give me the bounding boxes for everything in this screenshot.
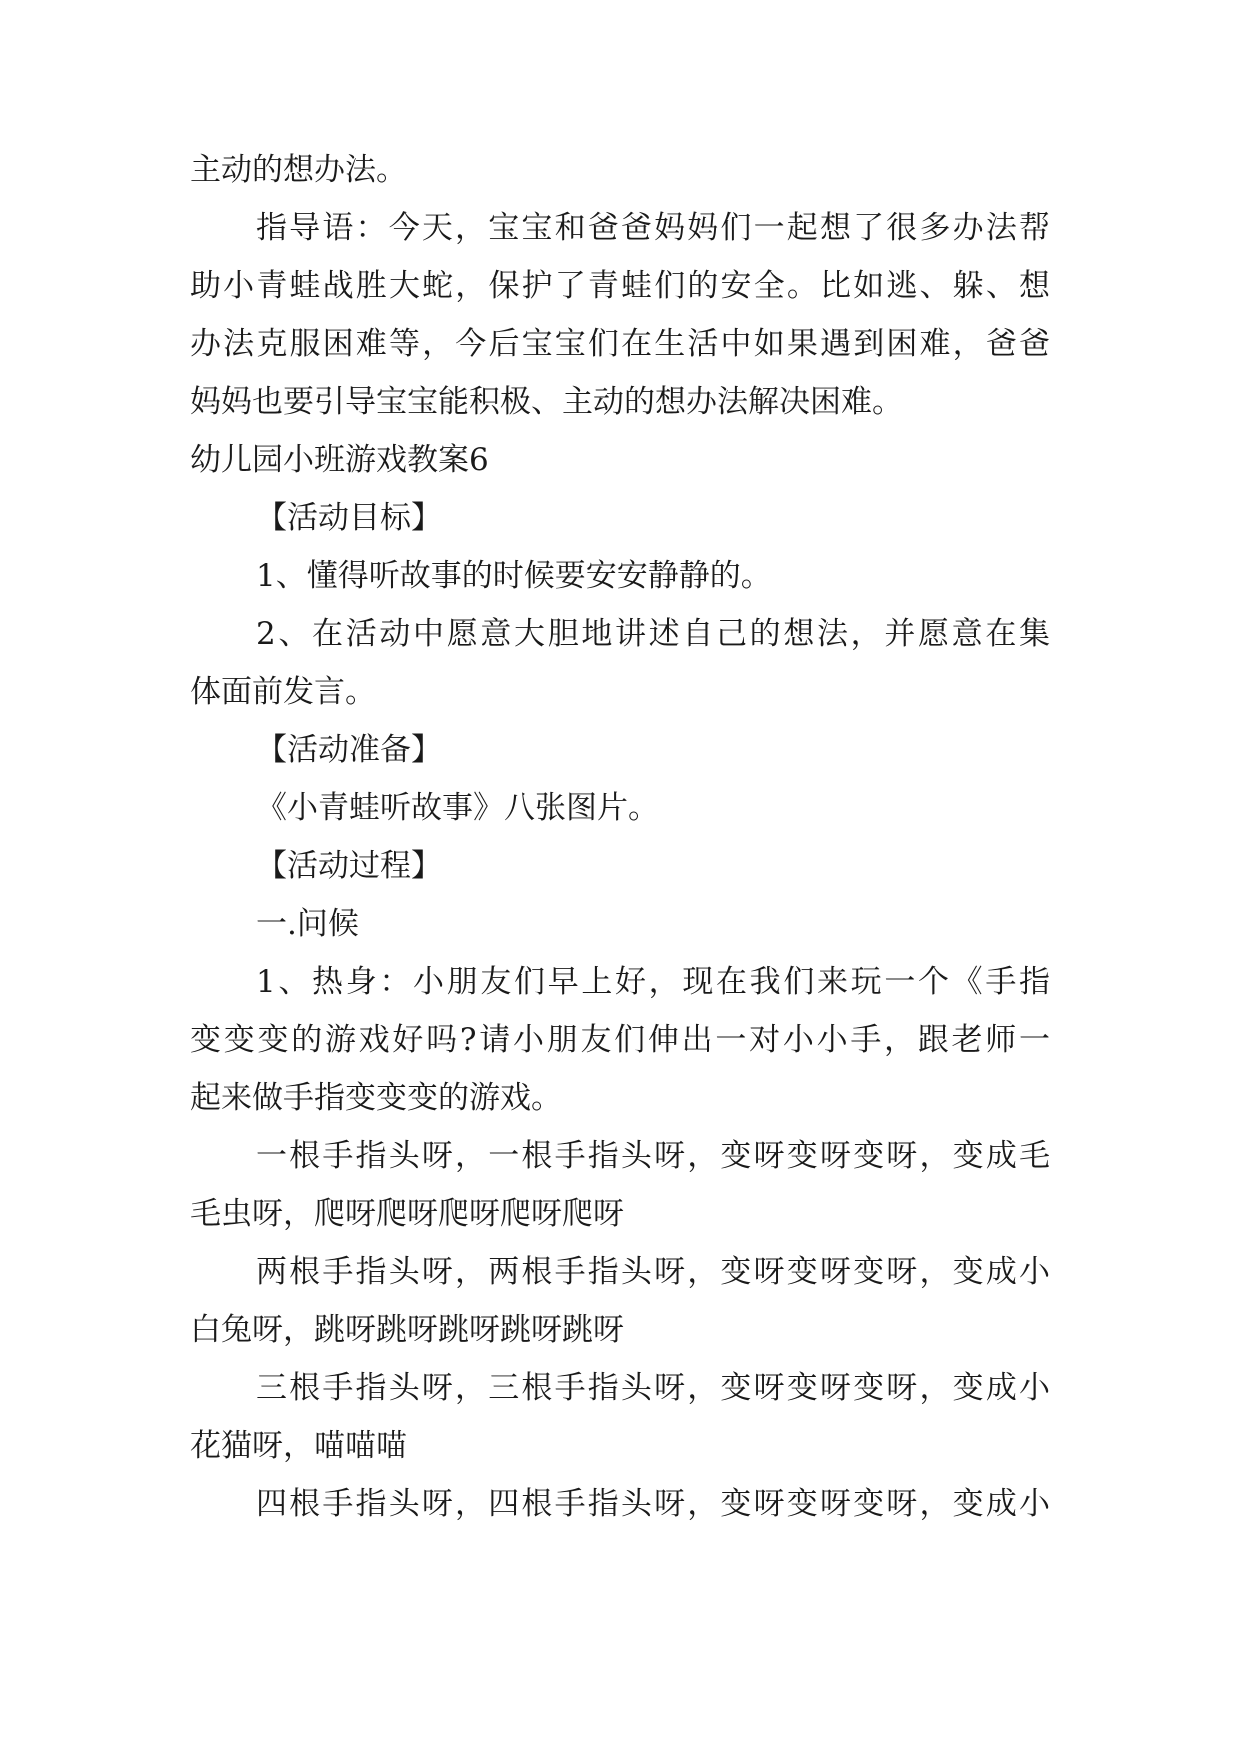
text-line: 2、在活动中愿意大胆地讲述自己的想法，并愿意在集 bbox=[256, 616, 1050, 652]
text-line: 起来做手指变变变的游戏。 bbox=[190, 1080, 562, 1116]
text-line: 助小青蛙战胜大蛇，保护了青蛙们的安全。比如逃、躲、想 bbox=[190, 268, 1050, 304]
text-line: 《小青蛙听故事》八张图片。 bbox=[256, 790, 659, 826]
text-line: 妈妈也要引导宝宝能积极、主动的想办法解决困难。 bbox=[190, 384, 903, 420]
text-line: 主动的想办法。 bbox=[190, 152, 407, 188]
text-line: 三根手指头呀，三根手指头呀，变呀变呀变呀，变成小 bbox=[256, 1370, 1050, 1406]
section-heading: 幼儿园小班游戏教案6 bbox=[190, 442, 489, 478]
text-line: 体面前发言。 bbox=[190, 674, 376, 710]
subheading: 【活动目标】 bbox=[256, 500, 442, 536]
text-line: 1、懂得听故事的时候要安安静静的。 bbox=[256, 558, 772, 594]
subheading: 【活动准备】 bbox=[256, 732, 442, 768]
text-line: 变变变的游戏好吗?请小朋友们伸出一对小小手，跟老师一 bbox=[190, 1022, 1050, 1058]
text-line: 两根手指头呀，两根手指头呀，变呀变呀变呀，变成小 bbox=[256, 1254, 1050, 1290]
text-line: 办法克服困难等，今后宝宝们在生活中如果遇到困难，爸爸 bbox=[190, 326, 1050, 362]
text-line: 一.问候 bbox=[256, 906, 359, 942]
subheading: 【活动过程】 bbox=[256, 848, 442, 884]
text-line: 1、热身：小朋友们早上好，现在我们来玩一个《手指 bbox=[256, 964, 1050, 1000]
text-line: 一根手指头呀，一根手指头呀，变呀变呀变呀，变成毛 bbox=[256, 1138, 1050, 1174]
text-line: 毛虫呀，爬呀爬呀爬呀爬呀爬呀 bbox=[190, 1196, 624, 1232]
text-line: 四根手指头呀，四根手指头呀，变呀变呀变呀，变成小 bbox=[256, 1486, 1050, 1522]
text-line: 指导语：今天，宝宝和爸爸妈妈们一起想了很多办法帮 bbox=[256, 210, 1050, 246]
text-line: 白兔呀，跳呀跳呀跳呀跳呀跳呀 bbox=[190, 1312, 624, 1348]
text-line: 花猫呀，喵喵喵 bbox=[190, 1428, 407, 1464]
